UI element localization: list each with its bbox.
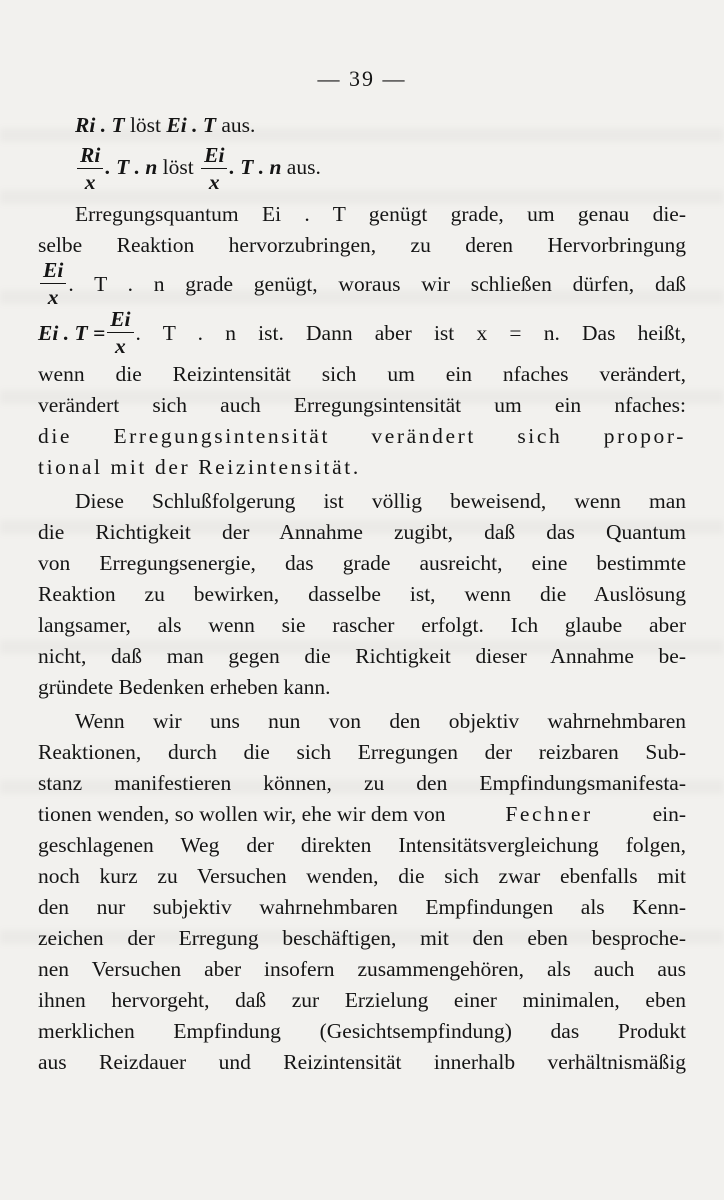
eq1-end: aus. <box>221 113 256 137</box>
p3-line: Reaktionen, durch die sich Erregungen der reizbaren Sub- <box>38 740 686 764</box>
p1-line-8: tional mit der Reizintensität. <box>38 455 361 479</box>
p3-line: den nur subjektiv wahrnehmbaren Empfindungen als Kenn- <box>38 895 686 919</box>
p3-line: geschlagenen Weg der direkten Intensitätsvergleichung folgen, <box>38 833 686 857</box>
p3-line-4-post: ein- <box>652 802 686 826</box>
p3-line: merklichen Empfindung (Gesichtsempfindung) das Produkt <box>38 1019 686 1043</box>
equation-2 <box>38 141 686 193</box>
eq2-fraction-1: $\frac{Ri}{x}$ <box>77 145 103 194</box>
p1-line-2: selbe Reaktion hervorzubringen, zu deren Hervorbringung <box>38 233 686 257</box>
p1-line-4-pre: Ei . T = <box>38 321 106 345</box>
p1-line-4 <box>38 307 686 359</box>
p1-fraction-2: $\frac{Ei}{x}$ <box>107 309 133 358</box>
p2-line: langsamer, als wenn sie rascher erfolgt. Ich glaube aber <box>38 613 686 637</box>
equation-1 <box>38 110 686 141</box>
p3-line: nen Versuchen aber insofern zusammengehören, als auch aus <box>38 957 686 981</box>
eq2-end: aus. <box>286 155 321 179</box>
p2-line: Diese Schlußfolgerung ist völlig beweisend, wenn man <box>75 489 686 513</box>
p2-line: nicht, daß man gegen die Richtigkeit dieser Annahme be- <box>38 644 686 668</box>
p1-line-7: die Erregungsintensität verändert sich propor- <box>38 424 686 448</box>
p3-line: stanz manifestieren können, zu den Empfindungsmanifesta- <box>38 771 686 795</box>
p1-line-1: Erregungsquantum Ei . T genügt grade, um genau die- <box>75 202 686 226</box>
eq1-lhs: Ri . T <box>75 113 125 137</box>
p3-line: Wenn wir uns nun von den objektiv wahrnehmbaren <box>75 709 686 733</box>
p1-line-3-text: . T . n grade genügt, woraus wir schließen dürfen, daß <box>68 272 686 296</box>
p2-line: von Erregungsenergie, das grade ausreicht, eine bestimmte <box>38 551 686 575</box>
p1-line-5: wenn die Reizintensität sich um ein nfaches verändert, <box>38 362 686 386</box>
p3-line: aus Reizdauer und Reizintensität innerhalb verhältnismäßig <box>38 1050 686 1074</box>
author-name-fechner: Fechner <box>505 802 593 826</box>
eq2-mid: löst <box>162 155 194 179</box>
eq1-rhs: Ei . T <box>166 113 216 137</box>
p1-line-3 <box>38 257 686 309</box>
p1-fraction-1: $\frac{Ei}{x}$ <box>40 260 66 309</box>
eq2-fraction-2: $\frac{Ei}{x}$ <box>201 145 227 194</box>
p2-line: die Richtigkeit der Annahme zugibt, daß das Quantum <box>38 520 686 544</box>
page-body <box>38 110 686 1078</box>
p3-line-4-pre: tionen wenden, so wollen wir, ehe wir dem von <box>38 802 446 826</box>
eq2-segment-2: . T . n <box>229 155 282 179</box>
p3-line: ihnen hervorgeht, daß zur Erzielung einer minimalen, eben <box>38 988 686 1012</box>
p1-line-4-text: . T . n ist. Dann aber ist x = n. Das heißt, <box>135 321 686 345</box>
p1-line-6: verändert sich auch Erregungsintensität um ein nfaches: <box>38 393 686 417</box>
eq2-segment-1: . T . n <box>105 155 158 179</box>
p3-line-fechner <box>38 799 686 830</box>
p2-line: gründete Bedenken erheben kann. <box>38 675 331 699</box>
p3-line: noch kurz zu Versuchen wenden, die sich zwar ebenfalls mit <box>38 864 686 888</box>
page-number: — 39 — <box>317 66 407 91</box>
p3-line: zeichen der Erregung beschäftigen, mit den eben besproche- <box>38 926 686 950</box>
eq1-mid: löst <box>129 113 162 137</box>
p2-line: Reaktion zu bewirken, dasselbe ist, wenn die Auslösung <box>38 582 686 606</box>
